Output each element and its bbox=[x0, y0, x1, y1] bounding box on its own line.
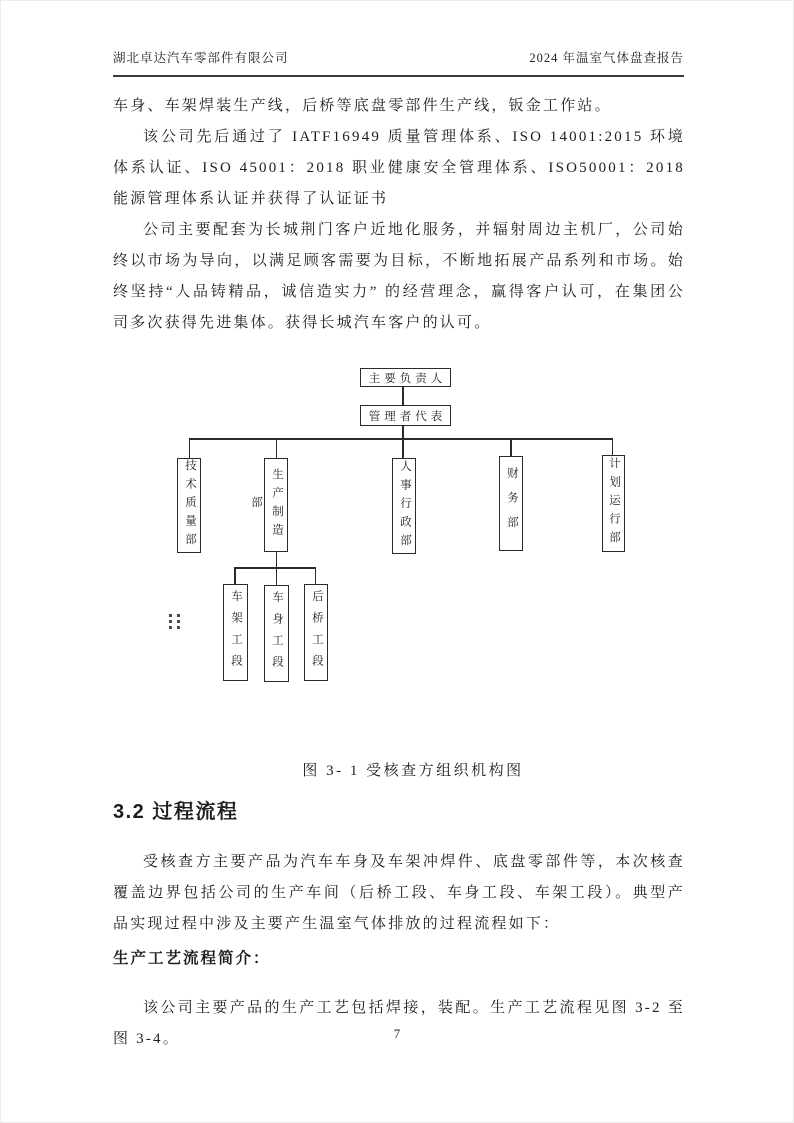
connector-line bbox=[315, 567, 317, 584]
paragraph: 车身、车架焊装生产线，后桥等底盘零部件生产线，钣金工作站。 bbox=[113, 98, 612, 114]
connector-line bbox=[402, 438, 404, 458]
body-text-block-3 bbox=[113, 993, 685, 1055]
connector-line bbox=[276, 552, 278, 568]
org-box-principal: 主要负责人 bbox=[360, 368, 451, 387]
figure-caption: 图 3- 1 受核查方组织机构图 bbox=[302, 763, 524, 779]
connector-line bbox=[276, 438, 278, 458]
subsection-label: 生产工艺流程简介： bbox=[113, 950, 271, 967]
connector-line bbox=[276, 567, 278, 585]
org-box-unit-rear-axle-section: 后桥工段 bbox=[304, 584, 328, 681]
org-box-dept-planning-ops: 计划运行部 bbox=[602, 455, 625, 552]
org-box-unit-body-section: 车身工段 bbox=[264, 585, 289, 682]
page-number: 7 bbox=[393, 1027, 401, 1041]
body-text-block-2 bbox=[113, 847, 685, 940]
org-box-dept-hr-admin: 人事行政部 bbox=[392, 458, 416, 554]
header-report-title: 2024 年温室气体盘查报告 bbox=[529, 51, 684, 65]
paragraph: 该公司先后通过了 IATF16949 质量管理体系、ISO 14001:2015 环境体系认证、ISO 45001：2018 职业健康安全管理体系、ISO50001：2018 能源管理体系认证并获得了认证证书 bbox=[113, 129, 685, 207]
org-box-dept-finance: 财务部 bbox=[499, 456, 523, 551]
paragraph: 受核查方主要产品为汽车车身及车架冲焊件、底盘零部件等，本次核查覆盖边界包括公司的生产车间（后桥工段、车身工段、车架工段）。典型产品实现过程中涉及主要产生温室气体排放的过程流程如下： bbox=[113, 854, 685, 932]
org-box-dept-tech-quality: 技术质量部 bbox=[177, 458, 201, 553]
connector-line bbox=[402, 387, 404, 405]
org-box-management-representative: 管理者代表 bbox=[360, 405, 451, 426]
org-box-dept-production: 生产制造部 bbox=[264, 458, 288, 552]
paragraph: 公司主要配套为长城荆门客户近地化服务，并辐射周边主机厂，公司始终以市场为导向，以满足顾客需要为目标，不断地拓展产品系列和市场。始终坚持“人品铸精品，诚信造实力” 的经营理念，赢得客户认可，在集团公司多次获得先进集体。获得长城汽车客户的认可。 bbox=[113, 222, 685, 331]
org-box-unit-frame-section: 车架工段 bbox=[223, 584, 248, 681]
connector-line bbox=[510, 438, 512, 456]
connector-line bbox=[234, 567, 236, 584]
dots-marker bbox=[169, 614, 183, 630]
connector-line bbox=[189, 438, 613, 440]
connector-line bbox=[189, 438, 191, 458]
header-company-name: 湖北卓达汽车零部件有限公司 bbox=[113, 51, 289, 65]
connector-line bbox=[612, 438, 614, 455]
section-heading: 3.2 过程流程 bbox=[113, 801, 239, 823]
paragraph: 该公司主要产品的生产工艺包括焊接，装配。生产工艺流程见图 3-2 至图 3-4。 bbox=[113, 1000, 685, 1047]
